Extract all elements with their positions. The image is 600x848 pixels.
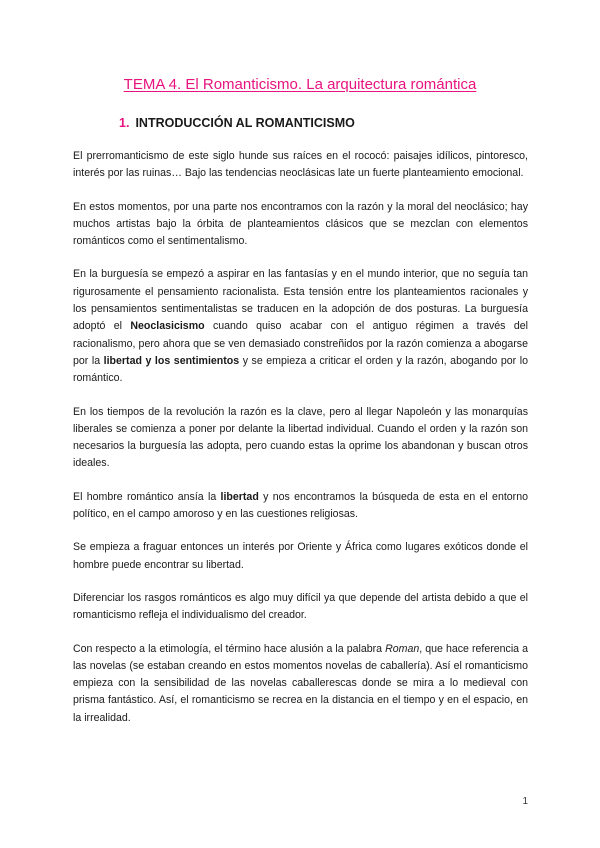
- text-run: , que hace referencia a las novelas (se estaban creando en estos momentos novelas de caballería). Así el romanticismo empieza con la sensibilidad de las novelas caballerescas donde se mira a lo medieval con prisma fantástico. Así, el romanticismo se recrea en la distancia en el tiempo y en el espacio, en la irrealidad.: [73, 642, 528, 724]
- text-run: En la burguesía se empezó a aspirar en las fantasías y en el mundo interior, que no seguía tan rigurosamente el pensamiento racionalista. Esta tensión entre los planteamientos racionales y los pensamientos sentimentalistas se traducen en la adopción de dos posturas. La burguesía adoptó el: [73, 268, 528, 333]
- text-run: Con respecto a la etimología, el término hace alusión a la palabra: [73, 642, 386, 655]
- text-run: El hombre romántico ansía la: [73, 490, 221, 503]
- section-title: INTRODUCCIÓN AL ROMANTICISMO: [135, 116, 355, 130]
- text-run: y se empieza a criticar el orden y la razón, abogando por lo romántico.: [73, 354, 528, 385]
- text-run: y nos encontramos la búsqueda de esta en el entorno político, en el campo amoroso y en las cuestiones religiosas.: [73, 490, 528, 521]
- section-number: 1.: [119, 116, 130, 130]
- document-title: TEMA 4. El Romanticismo. La arquitectura romántica: [123, 76, 477, 93]
- bold-text: Neoclasicismo: [130, 320, 205, 333]
- paragraph: [73, 489, 528, 524]
- paragraph: [73, 539, 528, 574]
- text-run: Se empieza a fraguar entonces un interés por Oriente y África como lugares exóticos donde el hombre puede encontrar su libertad.: [73, 541, 528, 571]
- body-text: [73, 148, 528, 743]
- text-run: Diferenciar los rasgos románticos es algo muy difícil ya que depende del artista debido a que el romanticismo refleja el individualismo del creador.: [73, 591, 528, 622]
- bold-text: libertad y los sentimientos: [103, 354, 240, 367]
- page-number: 1: [522, 796, 528, 807]
- paragraph: [73, 590, 528, 625]
- paragraph: [73, 148, 528, 183]
- text-run: En estos momentos, por una parte nos encontramos con la razón y la moral del neoclásico; hay muchos artistas bajo la órbita de planteamientos clásicos que se mezclan con elementos románticos como el sentimentalismo.: [73, 200, 528, 248]
- text-run: En los tiempos de la revolución la razón es la clave, pero al llegar Napoleón y las monarquías liberales se comienza a poner por delante la libertad individual. Cuando el orden y la razón son necesarios la burguesía las adopta, pero cuando estas la oprime los abandonan y buscan otros ideales.: [73, 405, 528, 470]
- text-run: El prerromanticismo de este siglo hunde sus raíces en el rococó: paisajes idílicos, pintoresco, interés por las ruinas… Bajo las tendencias neoclásicas late un fuerte planteamiento emocional.: [73, 150, 528, 180]
- paragraph: [73, 199, 528, 251]
- bold-text: libertad: [220, 490, 259, 503]
- paragraph: [73, 266, 528, 387]
- paragraph: [73, 404, 528, 473]
- italic-text: Roman: [385, 642, 420, 655]
- paragraph: [73, 641, 528, 727]
- section-heading: [119, 116, 355, 130]
- text-run: cuando quiso acabar con el antiguo régimen a través del racionalismo, pero ahora que se ven demasiado constreñidos por la razón comienza a abogarse por la: [73, 320, 528, 367]
